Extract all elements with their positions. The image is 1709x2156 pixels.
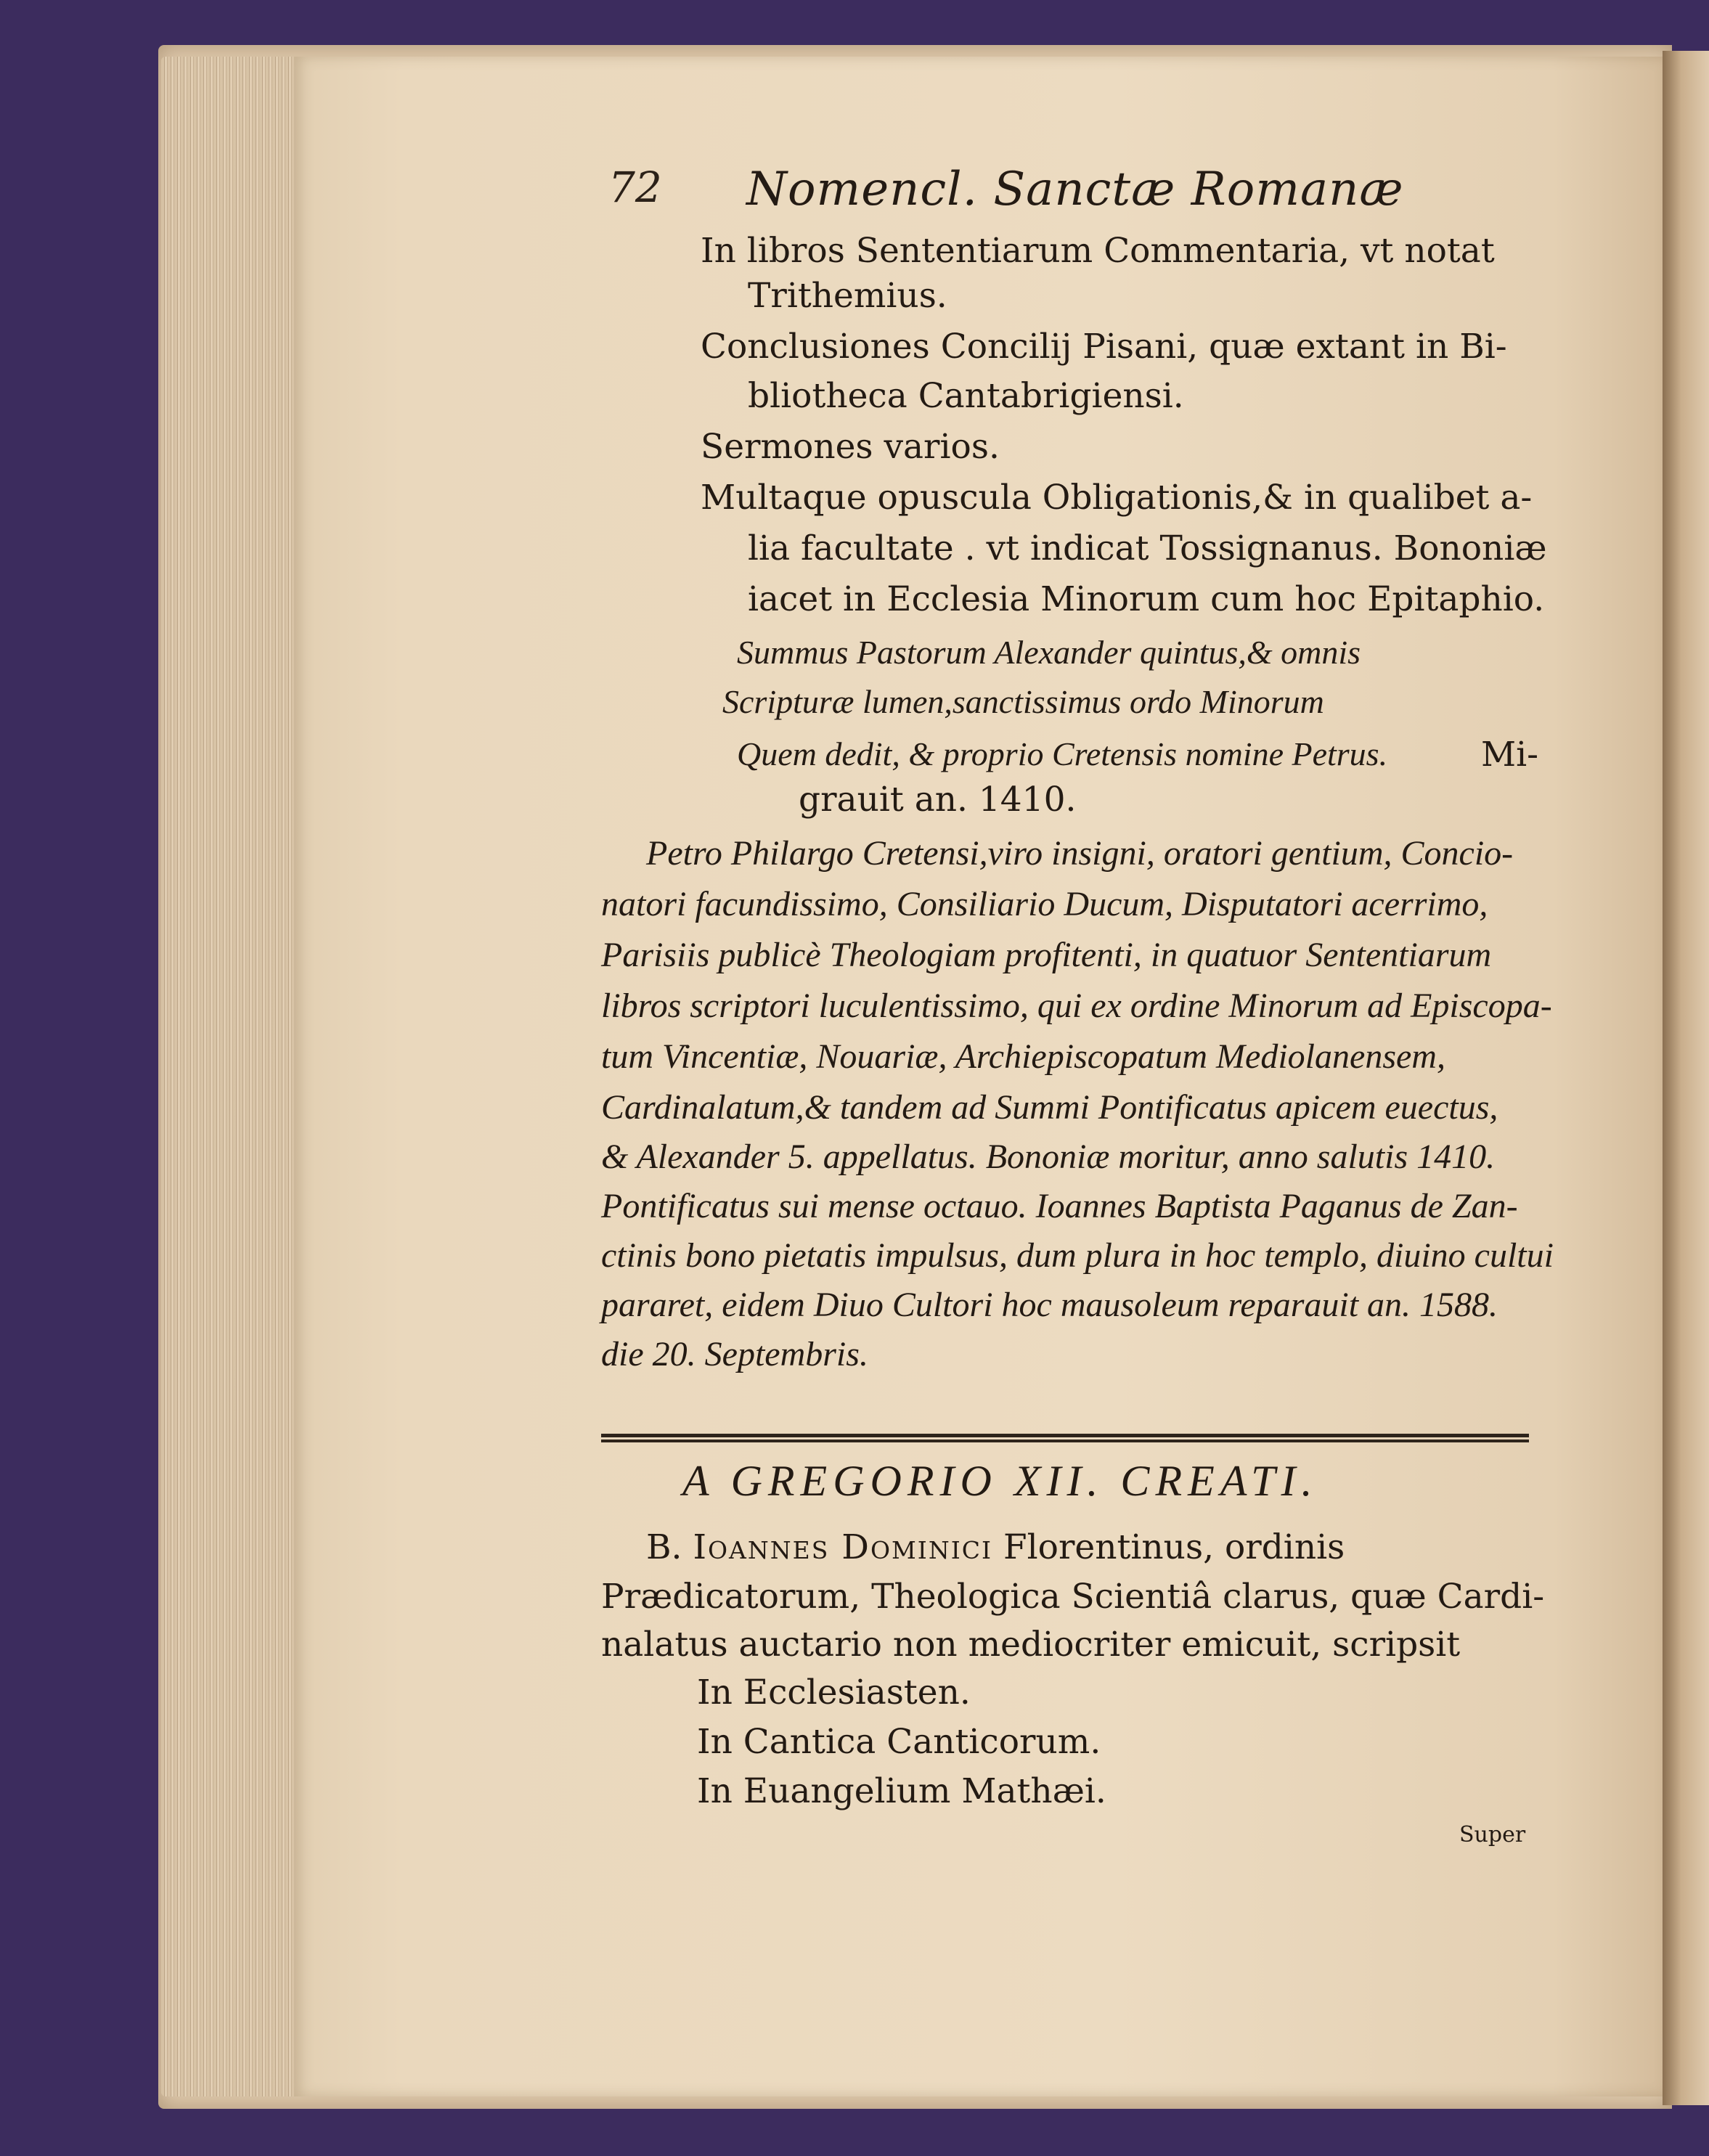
text-line: lia facultate . vt indicat Tossignanus. Bononiæ xyxy=(748,528,1547,568)
epitaph-line-end: Mi- xyxy=(1481,735,1539,775)
text-line: Prædicatorum, Theologica Scientiâ clarus, quæ Cardi- xyxy=(601,1577,1545,1617)
inscription-line: ctinis bono pietatis impulsus, dum plura in hoc templo, diuino cultui xyxy=(601,1236,1554,1275)
text-line: In Ecclesiasten. xyxy=(697,1673,971,1712)
inscription-line: natori facundissimo, Consiliario Ducum, Disputatori acerrimo, xyxy=(601,885,1488,923)
inscription-line: Parisiis publicè Theologiam profitenti, in quatuor Sententiarum xyxy=(601,936,1492,974)
cardinal-name: Ioannes Dominici xyxy=(693,1527,993,1567)
inscription-line: Cardinalatum,& tandem ad Summi Pontificatus apicem euectus, xyxy=(601,1088,1498,1127)
text-line: In libros Sententiarum Commentaria, vt notat xyxy=(701,231,1495,271)
text-line: nalatus auctario non mediocriter emicuit, scripsit xyxy=(601,1625,1461,1665)
text-line xyxy=(646,1527,1345,1567)
inscription-line: tum Vincentiæ, Nouariæ, Archiepiscopatum Mediolanensem, xyxy=(601,1037,1445,1076)
inscription-line: pararet, eidem Diuo Cultori hoc mausoleum reparauit an. 1588. xyxy=(601,1286,1498,1324)
text-line: iacet in Ecclesia Minorum cum hoc Epitaphio. xyxy=(748,579,1545,619)
section-heading: A GREGORIO XII. CREATI. xyxy=(682,1457,1318,1505)
epitaph-line: Scripturæ lumen,sanctissimus ordo Minorum xyxy=(722,683,1324,720)
inscription-line: Petro Philargo Cretensi,viro insigni, oratori gentium, Concio- xyxy=(646,834,1514,873)
text-line: bliotheca Cantabrigiensi. xyxy=(748,376,1184,416)
catchword: Super xyxy=(1459,1822,1526,1847)
inscription-line: Pontificatus sui mense octauo. Ioannes Baptista Paganus de Zan- xyxy=(601,1187,1518,1225)
inscription-line: die 20. Septembris. xyxy=(601,1335,868,1373)
text-line: Conclusiones Concilij Pisani, quæ extant in Bi- xyxy=(701,327,1507,367)
page-number: 72 xyxy=(608,163,662,212)
text-line: Trithemius. xyxy=(748,276,947,316)
section-rule xyxy=(601,1434,1529,1444)
inscription-line: libros scriptori luculentissimo, qui ex ordine Minorum ad Episcopa- xyxy=(601,987,1552,1025)
inscription-line: & Alexander 5. appellatus. Bononiæ moritur, anno salutis 1410. xyxy=(601,1138,1496,1176)
next-page-edge xyxy=(1663,51,1709,2105)
epitaph-line: Summus Pastorum Alexander quintus,& omnis xyxy=(737,634,1361,671)
page-header xyxy=(608,163,1559,224)
cardinal-origin: Florentinus, ordinis xyxy=(1003,1527,1345,1567)
epitaph-line: Quem dedit, & proprio Cretensis nomine Petrus. xyxy=(737,735,1388,772)
text-line: Sermones varios. xyxy=(701,427,1000,467)
cardinal-prefix: B. xyxy=(646,1527,682,1567)
running-title: Nomencl. Sanctæ Romanæ xyxy=(746,163,1404,216)
text-line: In Euangelium Mathæi. xyxy=(697,1771,1106,1811)
page-edges xyxy=(161,57,299,2096)
text-line: In Cantica Canticorum. xyxy=(697,1722,1101,1762)
text-line: grauit an. 1410. xyxy=(799,780,1077,820)
text-line: Multaque opuscula Obligationis,& in qualibet a- xyxy=(701,478,1533,518)
